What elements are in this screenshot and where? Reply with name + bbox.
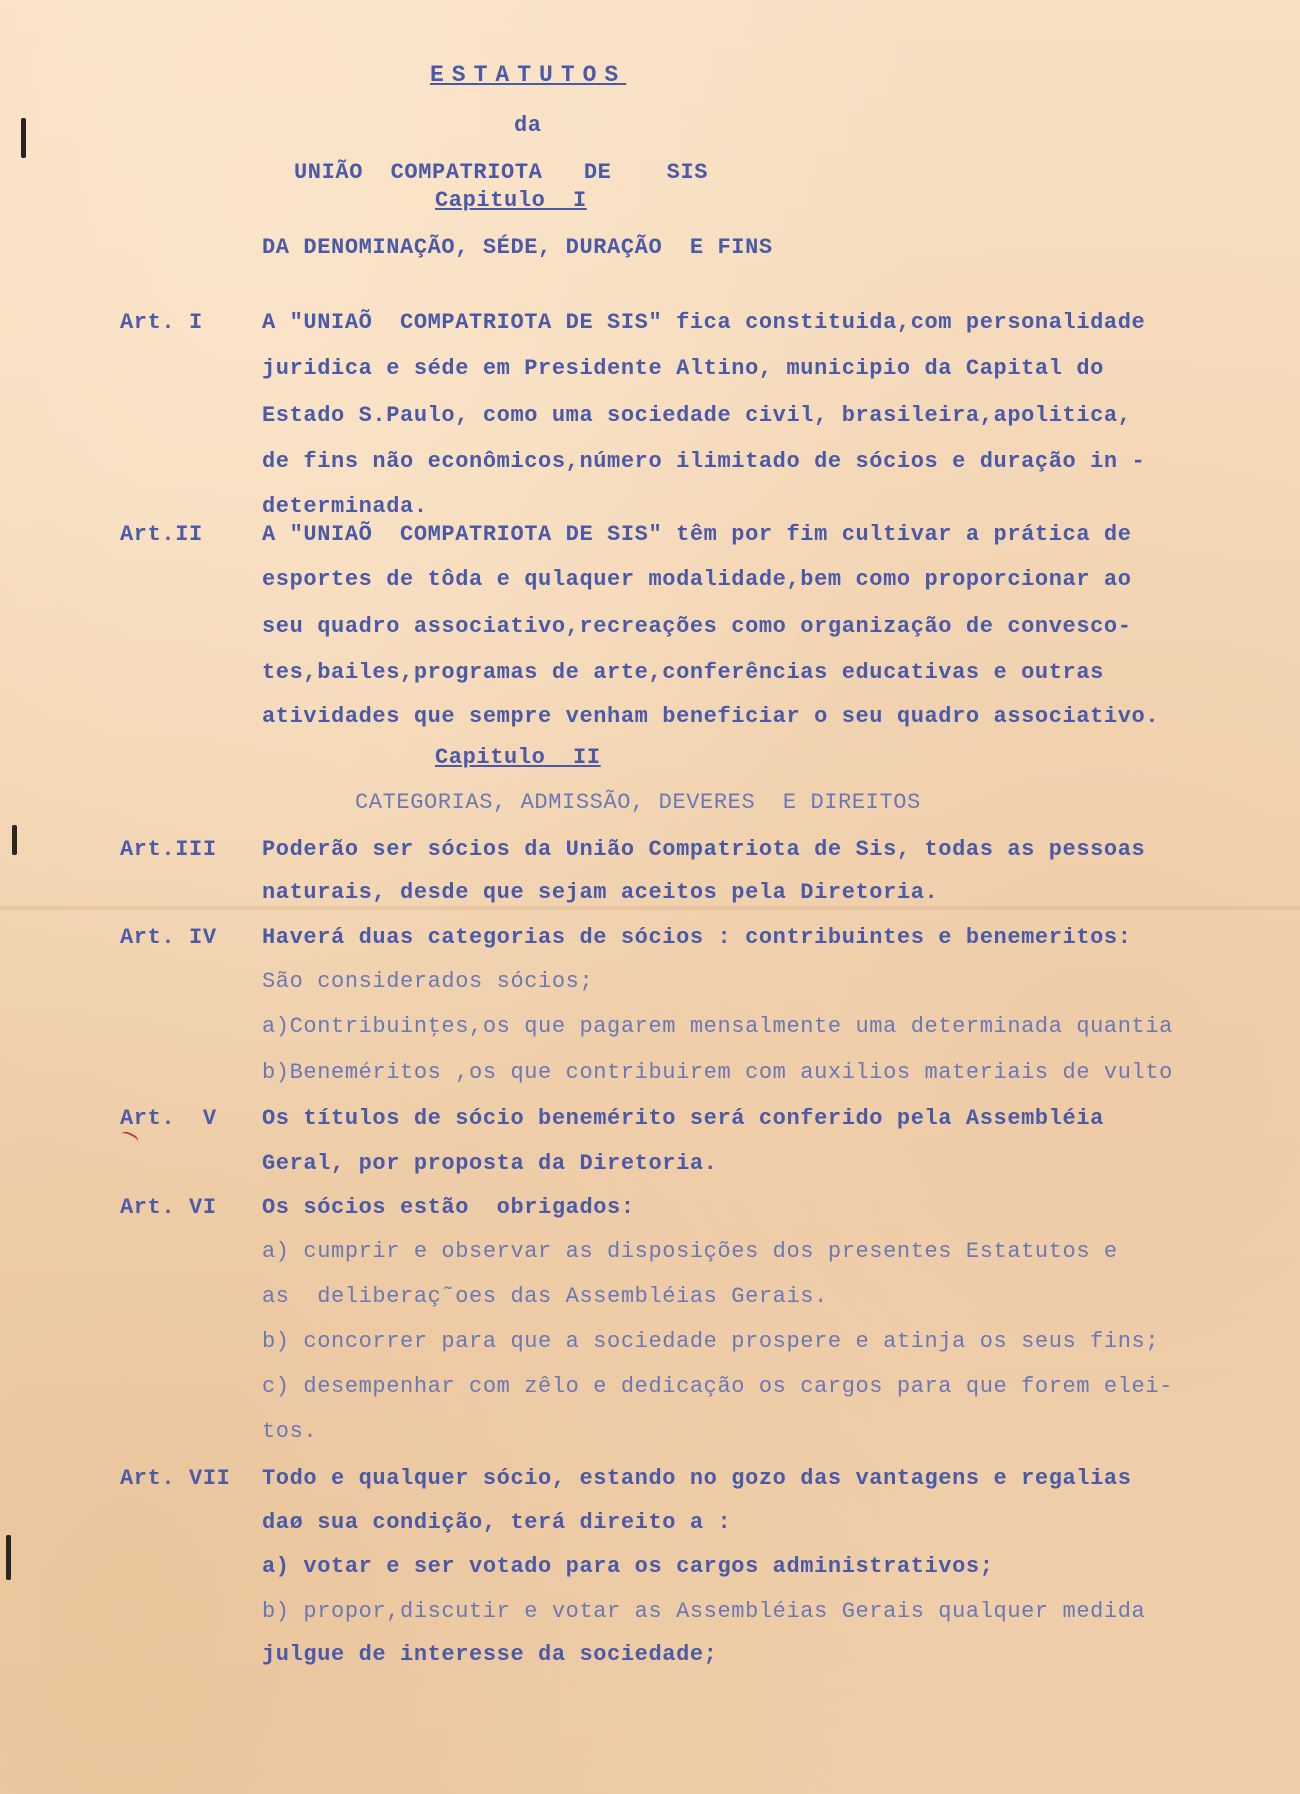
article-4-label: Art. IV	[120, 925, 217, 950]
article-6-line-5: c) desempenhar com zêlo e dedicação os cargos para que forem elei-	[262, 1374, 1173, 1399]
article-1-line-2: juridica e séde em Presidente Altino, municipio da Capital do	[262, 356, 1104, 381]
article-7-line-4: b) propor,discutir e votar as Assembléias Gerais qualquer medida	[262, 1599, 1146, 1624]
article-7-label: Art. VII	[120, 1466, 231, 1491]
article-3-line-1: Poderão ser sócios da União Compatriota de Sis, todas as pessoas	[262, 837, 1146, 862]
article-2-line-2: esportes de tôda e qulaquer modalidade,bem como proporcionar ao	[262, 567, 1132, 592]
article-6-line-2: a) cumprir e observar as disposições dos presentes Estatutos e	[262, 1239, 1118, 1264]
article-5-line-1: Os títulos de sócio benemérito será conferido pela Assembléia	[262, 1106, 1104, 1131]
article-2-line-5: atividades que sempre venham beneficiar o seu quadro associativo.	[262, 704, 1160, 729]
paper-fold	[0, 905, 1300, 911]
article-1-line-5: determinada.	[262, 494, 428, 519]
article-5-label: Art. V	[120, 1106, 217, 1131]
article-7-line-5: julgue de interesse da sociedade;	[262, 1642, 718, 1667]
article-7-line-1: Todo e qualquer sócio, estando no gozo das vantagens e regalias	[262, 1466, 1132, 1491]
article-2-label: Art.II	[120, 522, 203, 547]
punch-hole-middle	[12, 825, 17, 855]
article-4-line-1: Haverá duas categorias de sócios : contribuintes e benemeritos:	[262, 925, 1132, 950]
article-2-line-1: A "UNIAÕ COMPATRIOTA DE SIS" têm por fim cultivar a prática de	[262, 522, 1132, 547]
article-1-line-1: A "UNIAÕ COMPATRIOTA DE SIS" fica constituida,com personalidade	[262, 310, 1146, 335]
article-6-line-1: Os sócios estão obrigados:	[262, 1195, 635, 1220]
chapter-2-subtitle: CATEGORIAS, ADMISSÃO, DEVERES E DIREITOS	[355, 790, 921, 815]
article-3-label: Art.III	[120, 837, 217, 862]
article-5-line-2: Geral, por proposta da Diretoria.	[262, 1151, 718, 1176]
article-2-line-4: tes,bailes,programas de arte,conferências educativas e outras	[262, 660, 1104, 685]
article-1-line-3: Estado S.Paulo, como uma sociedade civil, brasileira,apolitica,	[262, 403, 1132, 428]
article-6-label: Art. VI	[120, 1195, 217, 1220]
header-da: da	[514, 113, 542, 138]
chapter-2-heading: Capitulo II	[435, 745, 601, 770]
article-7-line-3: a) votar e ser votado para os cargos administrativos;	[262, 1554, 994, 1579]
article-6-line-6: tos.	[262, 1419, 318, 1444]
punch-hole-top	[21, 118, 26, 158]
red-pencil-mark	[118, 1130, 139, 1148]
chapter-1-subtitle: DA DENOMINAÇÃO, SÉDE, DURAÇÃO E FINS	[262, 235, 773, 260]
chapter-1-heading: Capitulo I	[435, 188, 587, 213]
article-2-line-3: seu quadro associativo,recreações como organização de convesco-	[262, 614, 1132, 639]
document-title: ESTATUTOS	[430, 62, 627, 88]
article-4-line-2: São considerados sócios;	[262, 969, 594, 994]
punch-hole-lower	[6, 1535, 11, 1580]
article-6-line-3: as deliberaç˜oes das Assembléias Gerais.	[262, 1284, 828, 1309]
article-7-line-2: daø sua condição, terá direito a :	[262, 1510, 732, 1535]
article-4-line-3: a)Contribuinţes,os que pagarem mensalmente uma determinada quantia	[262, 1014, 1173, 1039]
organization-name: UNIÃO COMPATRIOTA DE SIS	[294, 160, 709, 185]
article-1-label: Art. I	[120, 310, 203, 335]
article-1-line-4: de fins não econômicos,número ilimitado de sócios e duração in -	[262, 449, 1146, 474]
article-3-line-2: naturais, desde que sejam aceitos pela Diretoria.	[262, 880, 939, 905]
article-4-line-4: b)Beneméritos ,os que contribuirem com auxilios materiais de vulto	[262, 1060, 1173, 1085]
article-6-line-4: b) concorrer para que a sociedade prospere e atinja os seus fins;	[262, 1329, 1160, 1354]
